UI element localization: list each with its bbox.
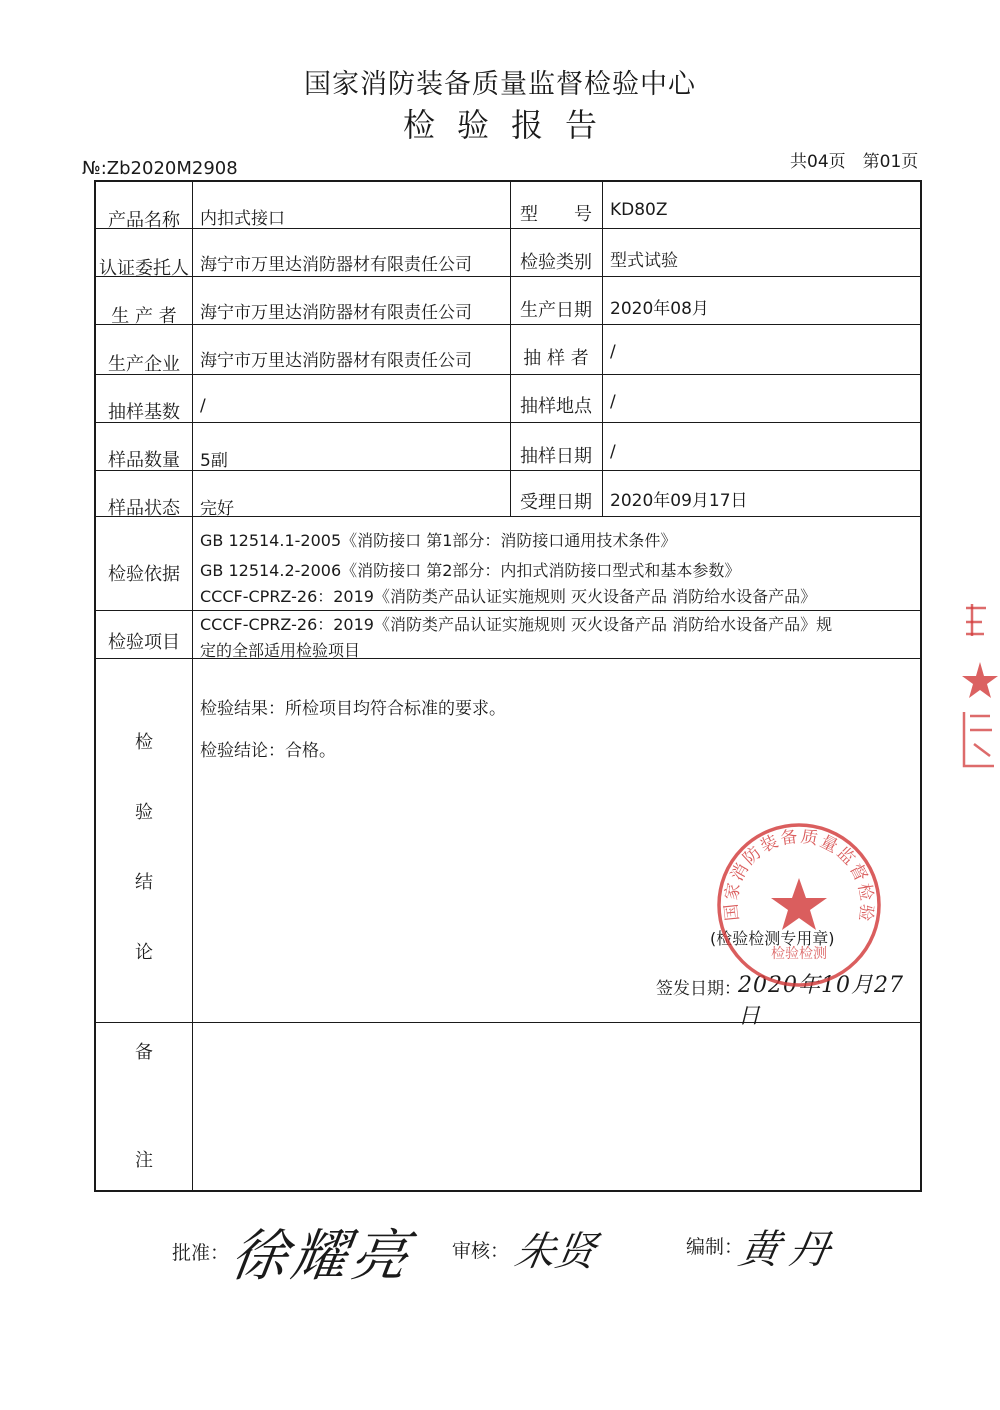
value-client: 海宁市万里达消防器材有限责任公司 — [200, 255, 472, 275]
result-text: 检验结果：所检项目均符合标准的要求。 — [200, 699, 506, 719]
value-model: KD80Z — [610, 200, 668, 220]
basis-line: GB 12514.1-2005《消防接口 第1部分：消防接口通用技术条件》 — [200, 531, 677, 550]
label-sample-qty: 样品数量 — [108, 450, 180, 471]
report-table — [94, 180, 922, 1192]
row-divider — [96, 324, 920, 325]
label-accept-date: 受理日期 — [520, 492, 592, 513]
compile-signature: 黄丹 — [735, 1227, 844, 1273]
label-sampling-date: 抽样日期 — [520, 446, 592, 467]
official-seal-stamp — [714, 820, 884, 994]
label-producer: 生 产 者 — [111, 306, 177, 327]
remarks-label-char: 注 — [135, 1150, 153, 1171]
value-sampling-place: / — [610, 392, 616, 412]
value-sample-status: 完好 — [200, 499, 234, 519]
value-product-name: 内扣式接口 — [200, 209, 285, 229]
partial-seal-edge — [950, 596, 1000, 790]
label-inspection-type: 检验类别 — [520, 252, 592, 273]
svg-text:检验检测: 检验检测 — [771, 946, 827, 962]
row-divider — [96, 374, 920, 375]
report-title: 检验报告 — [402, 106, 619, 144]
svg-text:国家消防装备质量监督检验中心: 国家消防装备质量监督检验 — [721, 826, 877, 925]
value-sample-qty: 5副 — [200, 451, 228, 471]
basis-line: CCCF-CPRZ-26：2019《消防类产品认证实施规则 灭火设备产品 消防给水设备产品》 — [200, 587, 817, 606]
label-product-name: 产品名称 — [108, 210, 180, 231]
row-divider — [96, 276, 920, 277]
column-divider — [192, 182, 193, 1192]
value-sampling-date: / — [610, 442, 616, 462]
label-client: 认证委托人 — [99, 258, 189, 279]
value-accept-date: 2020年09月17日 — [610, 491, 748, 511]
value-sampler: / — [610, 342, 616, 362]
label-basis: 检验依据 — [108, 564, 180, 585]
label-sampling-place: 抽样地点 — [520, 396, 592, 417]
compile-label: 编制： — [686, 1236, 744, 1258]
report-number: №:Zb2020M2908 — [82, 158, 238, 179]
conclusion-label-char: 论 — [135, 942, 153, 963]
value-production-date: 2020年08月 — [610, 299, 709, 319]
conclusion-label-char: 检 — [135, 732, 153, 753]
value-manufacturer: 海宁市万里达消防器材有限责任公司 — [200, 351, 472, 371]
value-sampling-base: / — [200, 396, 206, 416]
approve-label: 批准： — [172, 1242, 230, 1264]
conclusion-label-char: 结 — [135, 872, 153, 893]
row-divider — [96, 610, 920, 611]
conclusion-label-char: 验 — [135, 802, 153, 823]
label-sampler: 抽 样 者 — [523, 348, 589, 369]
label-sample-status: 样品状态 — [108, 498, 180, 519]
label-sampling-base: 抽样基数 — [108, 402, 180, 423]
review-signature: 朱贤 — [511, 1229, 600, 1275]
review-label: 审核： — [452, 1240, 510, 1262]
issue-date-label: 签发日期： — [656, 979, 741, 999]
seal-svg — [714, 820, 884, 990]
label-manufacturer: 生产企业 — [108, 354, 180, 375]
approve-signature: 徐耀亮 — [226, 1224, 416, 1289]
remarks-label-char: 备 — [135, 1042, 153, 1063]
value-producer: 海宁市万里达消防器材有限责任公司 — [200, 303, 472, 323]
org-title: 国家消防装备质量监督检验中心 — [304, 69, 696, 100]
issue-date-handwritten: 2020年10月27日 — [738, 973, 904, 1029]
value-inspection-type: 型式试验 — [610, 251, 678, 271]
page-info: 共04页 第01页 — [790, 152, 919, 172]
stamp-note: (检验检测专用章) — [710, 929, 835, 948]
partial-seal-svg — [950, 596, 1000, 786]
verdict-text: 检验结论：合格。 — [200, 741, 336, 761]
label-items: 检验项目 — [108, 632, 180, 653]
column-divider — [602, 182, 603, 516]
basis-line: GB 12514.2-2006《消防接口 第2部分：内扣式消防接口型式和基本参数》 — [200, 561, 741, 580]
items-line: 定的全部适用检验项目 — [200, 641, 361, 660]
row-divider — [96, 422, 920, 423]
label-model: 型 号 — [520, 204, 592, 225]
items-line: CCCF-CPRZ-26：2019《消防类产品认证实施规则 灭火设备产品 消防给水设备产品》规 — [200, 615, 833, 634]
label-production-date: 生产日期 — [520, 300, 592, 321]
